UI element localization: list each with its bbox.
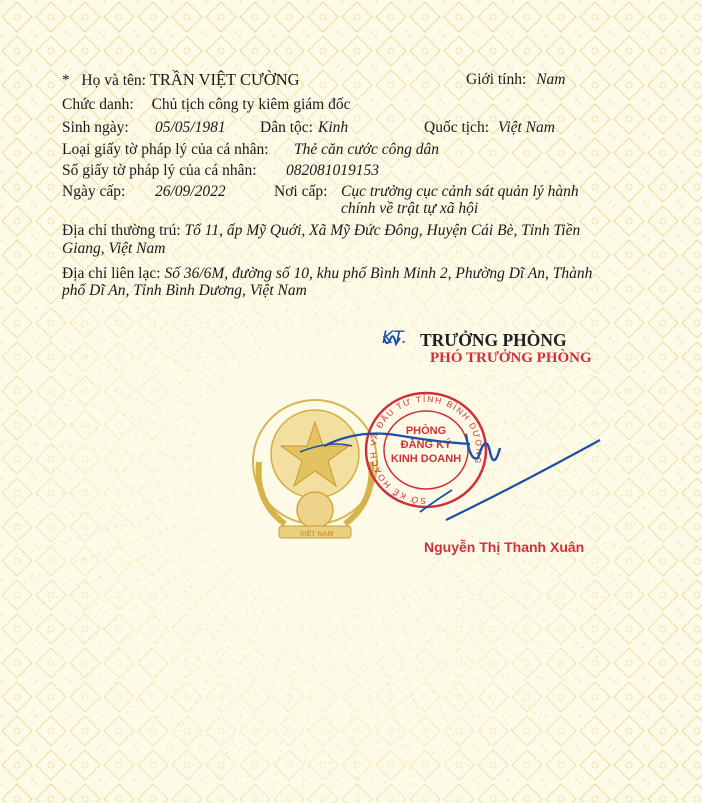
stamp-line1: PHÒNG	[405, 425, 447, 437]
title-row	[62, 96, 350, 114]
issue-date-value: 26/09/2022	[155, 183, 226, 200]
stamp-ring-text: SỞ KẾ HOẠCH VÀ ĐẦU TƯ TỈNH BÌNH DƯƠNG	[367, 393, 485, 507]
title-value: Chủ tịch công ty kiêm giám đốc	[151, 96, 351, 113]
stamp-line2: ĐĂNG KÝ	[400, 439, 452, 451]
issue-place-label: Nơi cấp:	[274, 183, 328, 200]
signature-subtitle: PHÓ TRƯỞNG PHÒNG	[430, 350, 592, 366]
dob-label: Sinh ngày:	[62, 119, 129, 136]
doc-number-label: Số giấy tờ pháp lý của cá nhân:	[62, 162, 257, 179]
ethnicity-label: Dân tộc:	[260, 119, 313, 136]
issue-date-label: Ngày cấp:	[62, 183, 126, 200]
initials-kt: KT.	[382, 328, 407, 348]
permanent-address-line1: Tổ 11, ấp Mỹ Quới, Xã Mỹ Đức Đông, Huyện Cái Bè, Tỉnh Tiền	[184, 222, 581, 239]
signer-name: Nguyễn Thị Thanh Xuân	[424, 539, 585, 555]
contact-address-line1: Số 36/6M, đường số 10, khu phố Bình Minh 2, Phường Dĩ An, Thành	[164, 265, 593, 282]
title-label: Chức danh:	[62, 96, 134, 113]
signature-title: TRƯỞNG PHÒNG	[420, 330, 567, 350]
ethnicity-value: Kinh	[318, 119, 349, 136]
permanent-address-row	[62, 222, 580, 240]
contact-address-line2: phố Dĩ An, Tỉnh Bình Dương, Việt Nam	[62, 282, 307, 299]
gender-row	[466, 71, 565, 89]
name-row	[62, 71, 300, 90]
name-label: Họ và tên:	[81, 72, 146, 89]
doc-type-value: Thẻ căn cước công dân	[294, 141, 439, 158]
dob-value: 05/05/1981	[155, 119, 226, 136]
name-value: TRẦN VIỆT CƯỜNG	[149, 70, 300, 89]
permanent-address-line2: Giang, Việt Nam	[62, 240, 166, 257]
contact-address-row	[62, 265, 592, 283]
contact-address-label: Địa chỉ liên lạc:	[62, 265, 161, 282]
issue-place-line2: chính về trật tự xã hội	[341, 200, 479, 217]
stamp-line3: KINH DOANH	[390, 453, 462, 465]
stamp-center-text	[360, 424, 492, 466]
issue-place-line1: Cục trưởng cục cảnh sát quản lý hành	[341, 183, 579, 200]
emblem-label: VIỆT NAM	[300, 531, 334, 538]
doc-type-label: Loại giấy tờ pháp lý của cá nhân:	[62, 141, 269, 158]
permanent-address-label: Địa chỉ thường trú:	[62, 222, 181, 239]
nationality-label: Quốc tịch:	[424, 119, 489, 136]
gender-value: Nam	[536, 71, 566, 88]
bullet: *	[62, 72, 70, 89]
gender-label: Giới tính:	[466, 71, 527, 88]
official-stamp	[360, 388, 492, 512]
doc-number-value: 082081019153	[286, 162, 379, 179]
nationality-value: Việt Nam	[498, 119, 555, 136]
